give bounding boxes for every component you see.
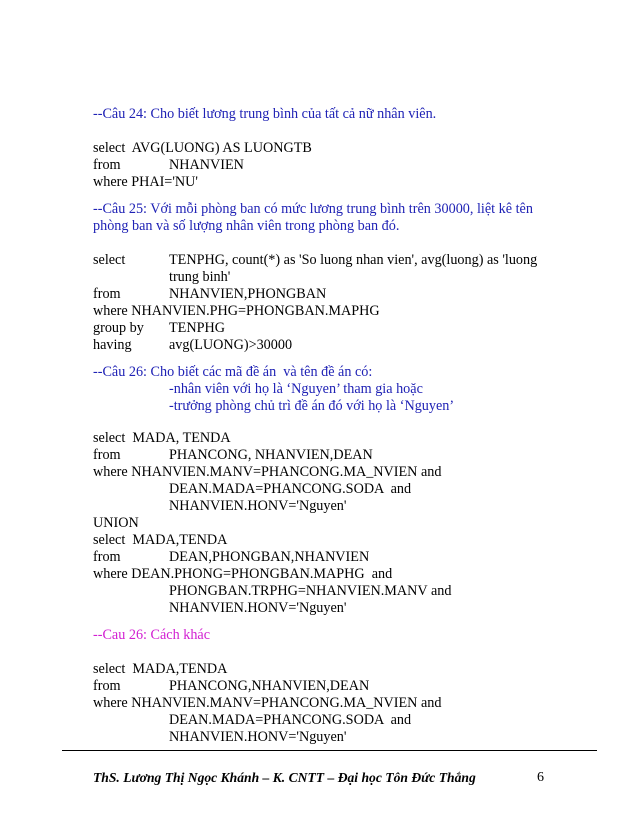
footer-author: ThS. Lương Thị Ngọc Khánh – K. CNTT – Đại học Tôn Đức Thắng xyxy=(93,770,476,785)
sql-line: select MADA, TENDA xyxy=(93,430,231,446)
sql-keyword: from xyxy=(93,447,121,463)
comment-q26-item: -trưởng phòng chủ trì đề án đó với họ là ‘Nguyen’ xyxy=(169,398,455,414)
comment-q25-cont: phòng ban và số lượng nhân viên trong phòng ban đó. xyxy=(93,218,400,234)
sql-line: select MADA,TENDA xyxy=(93,532,228,548)
comment-q24: --Câu 24: Cho biết lương trung bình của tất cả nữ nhân viên. xyxy=(93,106,437,122)
sql-line: UNION xyxy=(93,515,139,531)
page-number: 6 xyxy=(537,770,544,785)
sql-line: where PHAI='NU' xyxy=(93,174,198,190)
comment-q26: --Câu 26: Cho biết các mã đề án và tên đề án có: xyxy=(93,364,373,380)
comment-q26-item: -nhân viên với họ là ‘Nguyen’ tham gia hoặc xyxy=(169,381,423,397)
sql-line: select AVG(LUONG) AS LUONGTB xyxy=(93,140,312,156)
sql-line: where DEAN.PHONG=PHONGBAN.MAPHG and xyxy=(93,566,393,582)
sql-clause: avg(LUONG)>30000 xyxy=(169,337,293,353)
comment-q26-alt: --Cau 26: Cách khác xyxy=(93,627,211,643)
sql-keyword: from xyxy=(93,157,121,173)
sql-clause: PHANCONG,NHANVIEN,DEAN xyxy=(169,678,370,694)
sql-keyword: group by xyxy=(93,320,144,336)
sql-line: where NHANVIEN.MANV=PHANCONG.MA_NVIEN and xyxy=(93,695,442,711)
sql-clause: TENPHG xyxy=(169,320,225,336)
sql-keyword: from xyxy=(93,549,121,565)
sql-keyword: select xyxy=(93,252,126,268)
sql-clause: DEAN.MADA=PHANCONG.SODA and xyxy=(169,712,412,728)
sql-keyword: from xyxy=(93,678,121,694)
sql-clause: TENPHG, count(*) as 'So luong nhan vien', avg(luong) as 'luong xyxy=(169,252,538,268)
sql-clause: PHANCONG, NHANVIEN,DEAN xyxy=(169,447,373,463)
sql-clause: NHANVIEN,PHONGBAN xyxy=(169,286,327,302)
sql-clause: DEAN.MADA=PHANCONG.SODA and xyxy=(169,481,412,497)
sql-clause: NHANVIEN xyxy=(169,157,244,173)
sql-clause: trung binh' xyxy=(169,269,231,285)
sql-line: select MADA,TENDA xyxy=(93,661,228,677)
sql-clause: NHANVIEN.HONV='Nguyen' xyxy=(169,729,347,745)
sql-clause: DEAN,PHONGBAN,NHANVIEN xyxy=(169,549,370,565)
sql-keyword: from xyxy=(93,286,121,302)
sql-clause: NHANVIEN.HONV='Nguyen' xyxy=(169,498,347,514)
sql-keyword: having xyxy=(93,337,132,353)
sql-clause: NHANVIEN.HONV='Nguyen' xyxy=(169,600,347,616)
sql-clause: PHONGBAN.TRPHG=NHANVIEN.MANV and xyxy=(169,583,452,599)
footer-divider xyxy=(62,750,597,751)
sql-line: where NHANVIEN.MANV=PHANCONG.MA_NVIEN and xyxy=(93,464,442,480)
comment-q25: --Câu 25: Với mỗi phòng ban có mức lương trung bình trên 30000, liệt kê tên xyxy=(93,201,533,217)
sql-line: where NHANVIEN.PHG=PHONGBAN.MAPHG xyxy=(93,303,380,319)
